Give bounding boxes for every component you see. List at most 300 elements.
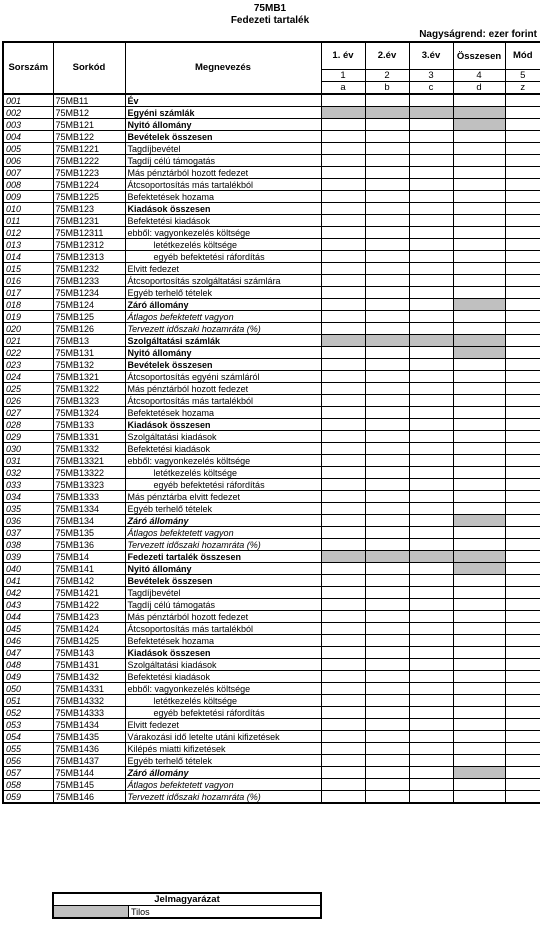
value-cell[interactable]	[505, 779, 540, 791]
value-cell[interactable]	[321, 539, 365, 551]
row-number: 024	[3, 371, 53, 383]
value-cell[interactable]	[321, 575, 365, 587]
value-cell[interactable]	[321, 455, 365, 467]
value-cell[interactable]	[321, 659, 365, 671]
value-cell[interactable]	[321, 479, 365, 491]
value-cell[interactable]	[409, 623, 453, 635]
value-cell[interactable]	[505, 551, 540, 563]
value-cell[interactable]	[365, 791, 409, 804]
value-cell[interactable]	[505, 587, 540, 599]
value-cell[interactable]	[453, 647, 505, 659]
value-cell[interactable]	[365, 671, 409, 683]
value-cell[interactable]	[453, 755, 505, 767]
value-cell[interactable]	[453, 659, 505, 671]
value-cell[interactable]	[453, 695, 505, 707]
value-cell[interactable]	[409, 587, 453, 599]
value-cell[interactable]	[365, 767, 409, 779]
value-cell[interactable]	[453, 587, 505, 599]
value-cell[interactable]	[453, 743, 505, 755]
value-cell[interactable]	[321, 395, 365, 407]
value-cell[interactable]	[321, 215, 365, 227]
value-cell[interactable]	[321, 311, 365, 323]
value-cell[interactable]	[453, 635, 505, 647]
value-cell[interactable]	[505, 755, 540, 767]
value-cell[interactable]	[505, 467, 540, 479]
value-cell[interactable]	[505, 347, 540, 359]
value-cell[interactable]	[453, 431, 505, 443]
value-cell[interactable]	[365, 647, 409, 659]
value-cell[interactable]	[453, 623, 505, 635]
value-cell[interactable]	[453, 131, 505, 143]
value-cell[interactable]	[409, 731, 453, 743]
value-cell[interactable]	[409, 395, 453, 407]
value-cell[interactable]	[409, 239, 453, 251]
value-cell[interactable]	[409, 299, 453, 311]
value-cell[interactable]	[453, 359, 505, 371]
value-cell[interactable]	[365, 395, 409, 407]
value-cell[interactable]	[409, 671, 453, 683]
value-cell[interactable]	[453, 455, 505, 467]
value-cell[interactable]	[365, 443, 409, 455]
value-cell[interactable]	[453, 395, 505, 407]
value-cell[interactable]	[453, 791, 505, 804]
value-cell[interactable]	[321, 779, 365, 791]
value-cell[interactable]	[505, 239, 540, 251]
value-cell[interactable]	[505, 179, 540, 191]
value-cell[interactable]	[505, 647, 540, 659]
value-cell[interactable]	[365, 503, 409, 515]
value-cell[interactable]	[409, 767, 453, 779]
value-cell[interactable]	[321, 671, 365, 683]
value-cell[interactable]	[453, 779, 505, 791]
row-code: 75MB121	[53, 119, 125, 131]
value-cell[interactable]	[505, 719, 540, 731]
row-code: 75MB141	[53, 563, 125, 575]
value-cell[interactable]	[409, 407, 453, 419]
value-cell[interactable]	[453, 443, 505, 455]
value-cell[interactable]	[409, 359, 453, 371]
value-cell[interactable]	[505, 131, 540, 143]
value-cell[interactable]	[365, 311, 409, 323]
value-cell	[409, 551, 453, 563]
value-cell[interactable]	[453, 599, 505, 611]
value-cell[interactable]	[453, 731, 505, 743]
value-cell[interactable]	[409, 347, 453, 359]
value-cell[interactable]	[409, 539, 453, 551]
value-cell[interactable]	[505, 275, 540, 287]
value-cell[interactable]	[505, 527, 540, 539]
value-cell[interactable]	[505, 419, 540, 431]
value-cell[interactable]	[321, 419, 365, 431]
value-cell[interactable]	[365, 275, 409, 287]
value-cell[interactable]	[321, 719, 365, 731]
value-cell[interactable]	[409, 635, 453, 647]
value-cell[interactable]	[453, 479, 505, 491]
value-cell[interactable]	[321, 587, 365, 599]
value-cell[interactable]	[321, 179, 365, 191]
value-cell[interactable]	[409, 263, 453, 275]
value-cell[interactable]	[321, 791, 365, 804]
value-cell[interactable]	[409, 455, 453, 467]
value-cell[interactable]	[453, 575, 505, 587]
value-cell[interactable]	[409, 695, 453, 707]
value-cell[interactable]	[409, 131, 453, 143]
value-cell[interactable]	[365, 131, 409, 143]
value-cell[interactable]	[365, 227, 409, 239]
value-cell[interactable]	[505, 155, 540, 167]
value-cell[interactable]	[321, 767, 365, 779]
value-cell[interactable]	[505, 251, 540, 263]
value-cell[interactable]	[365, 575, 409, 587]
value-cell[interactable]	[505, 431, 540, 443]
value-cell[interactable]	[365, 659, 409, 671]
value-cell[interactable]	[505, 383, 540, 395]
value-cell[interactable]	[453, 239, 505, 251]
value-cell[interactable]	[453, 503, 505, 515]
value-cell[interactable]	[321, 251, 365, 263]
row-name: Szolgáltatási számlák	[125, 335, 321, 347]
value-cell[interactable]	[365, 779, 409, 791]
value-cell[interactable]	[409, 179, 453, 191]
value-cell[interactable]	[365, 119, 409, 131]
table-row	[3, 515, 540, 527]
value-cell[interactable]	[409, 227, 453, 239]
value-cell[interactable]	[453, 143, 505, 155]
value-cell[interactable]	[365, 695, 409, 707]
value-cell[interactable]	[505, 395, 540, 407]
value-cell[interactable]	[505, 479, 540, 491]
value-cell[interactable]	[505, 635, 540, 647]
value-cell[interactable]	[505, 227, 540, 239]
value-cell[interactable]	[365, 527, 409, 539]
value-cell[interactable]	[365, 251, 409, 263]
value-cell[interactable]	[453, 527, 505, 539]
value-cell[interactable]	[365, 371, 409, 383]
value-cell[interactable]	[505, 359, 540, 371]
value-cell[interactable]	[453, 191, 505, 203]
value-cell[interactable]	[321, 143, 365, 155]
row-code: 75MB1232	[53, 263, 125, 275]
value-cell[interactable]	[321, 431, 365, 443]
value-cell[interactable]	[409, 467, 453, 479]
value-cell[interactable]	[453, 719, 505, 731]
table-row	[3, 563, 540, 575]
value-cell[interactable]	[505, 215, 540, 227]
value-cell[interactable]	[505, 143, 540, 155]
value-cell[interactable]	[505, 107, 540, 119]
value-cell[interactable]	[321, 443, 365, 455]
value-cell[interactable]	[365, 539, 409, 551]
value-cell[interactable]	[321, 707, 365, 719]
value-cell[interactable]	[321, 263, 365, 275]
value-cell[interactable]	[365, 179, 409, 191]
value-cell[interactable]	[365, 431, 409, 443]
row-code: 75MB1225	[53, 191, 125, 203]
value-cell[interactable]	[453, 263, 505, 275]
value-cell[interactable]	[321, 503, 365, 515]
row-number: 018	[3, 299, 53, 311]
value-cell[interactable]	[321, 491, 365, 503]
value-cell[interactable]	[453, 203, 505, 215]
value-cell[interactable]	[365, 167, 409, 179]
value-cell[interactable]	[409, 503, 453, 515]
value-cell[interactable]	[365, 407, 409, 419]
value-cell[interactable]	[365, 455, 409, 467]
value-cell[interactable]	[365, 731, 409, 743]
value-cell[interactable]	[409, 515, 453, 527]
value-cell[interactable]	[409, 94, 453, 107]
value-cell[interactable]	[453, 94, 505, 107]
value-cell[interactable]	[409, 383, 453, 395]
value-cell[interactable]	[409, 155, 453, 167]
value-cell[interactable]	[409, 779, 453, 791]
value-cell[interactable]	[409, 275, 453, 287]
value-cell[interactable]	[365, 94, 409, 107]
row-code: 75MB135	[53, 527, 125, 539]
value-cell[interactable]	[505, 767, 540, 779]
value-cell[interactable]	[321, 647, 365, 659]
value-cell[interactable]	[505, 287, 540, 299]
value-cell[interactable]	[365, 635, 409, 647]
value-cell[interactable]	[321, 731, 365, 743]
value-cell[interactable]	[321, 635, 365, 647]
value-cell[interactable]	[365, 143, 409, 155]
value-cell[interactable]	[365, 611, 409, 623]
value-cell[interactable]	[321, 623, 365, 635]
value-cell[interactable]	[505, 203, 540, 215]
value-cell[interactable]	[321, 527, 365, 539]
value-cell[interactable]	[365, 683, 409, 695]
value-cell[interactable]	[365, 239, 409, 251]
value-cell[interactable]	[505, 623, 540, 635]
value-cell[interactable]	[365, 383, 409, 395]
table-row	[3, 599, 540, 611]
value-cell[interactable]	[365, 599, 409, 611]
value-cell[interactable]	[365, 707, 409, 719]
value-cell[interactable]	[409, 575, 453, 587]
value-cell[interactable]	[365, 743, 409, 755]
value-cell[interactable]	[321, 515, 365, 527]
value-cell[interactable]	[365, 323, 409, 335]
value-cell[interactable]	[321, 359, 365, 371]
value-cell[interactable]	[453, 371, 505, 383]
value-cell[interactable]	[505, 503, 540, 515]
value-cell[interactable]	[409, 791, 453, 804]
value-cell[interactable]	[453, 419, 505, 431]
value-cell[interactable]	[409, 287, 453, 299]
table-row	[3, 395, 540, 407]
value-cell[interactable]	[321, 563, 365, 575]
value-cell[interactable]	[453, 167, 505, 179]
value-cell[interactable]	[365, 215, 409, 227]
value-cell[interactable]	[321, 371, 365, 383]
value-cell[interactable]	[409, 683, 453, 695]
value-cell[interactable]	[505, 731, 540, 743]
value-cell[interactable]	[365, 479, 409, 491]
value-cell[interactable]	[409, 119, 453, 131]
value-cell[interactable]	[409, 563, 453, 575]
value-cell[interactable]	[505, 671, 540, 683]
unit-label: Nagyságrend: ezer forint	[419, 29, 537, 40]
value-cell[interactable]	[453, 179, 505, 191]
row-name: Átlagos befektetett vagyon	[125, 527, 321, 539]
value-cell[interactable]	[365, 491, 409, 503]
value-cell[interactable]	[365, 287, 409, 299]
value-cell[interactable]	[505, 515, 540, 527]
value-cell[interactable]	[505, 323, 540, 335]
value-cell[interactable]	[409, 599, 453, 611]
value-cell[interactable]	[505, 407, 540, 419]
value-cell[interactable]	[505, 119, 540, 131]
value-cell[interactable]	[409, 371, 453, 383]
value-cell[interactable]	[505, 743, 540, 755]
value-cell[interactable]	[453, 683, 505, 695]
value-cell[interactable]	[409, 323, 453, 335]
value-cell[interactable]	[505, 455, 540, 467]
value-cell[interactable]	[365, 155, 409, 167]
value-cell[interactable]	[453, 407, 505, 419]
value-cell[interactable]	[365, 359, 409, 371]
value-cell[interactable]	[365, 467, 409, 479]
value-cell[interactable]	[453, 323, 505, 335]
value-cell[interactable]	[505, 659, 540, 671]
value-cell[interactable]	[505, 599, 540, 611]
value-cell[interactable]	[321, 755, 365, 767]
value-cell[interactable]	[505, 695, 540, 707]
value-cell[interactable]	[365, 563, 409, 575]
value-cell[interactable]	[409, 419, 453, 431]
value-cell	[453, 335, 505, 347]
value-cell[interactable]	[505, 299, 540, 311]
value-cell[interactable]	[505, 611, 540, 623]
value-cell[interactable]	[453, 491, 505, 503]
value-cell[interactable]	[453, 539, 505, 551]
value-cell[interactable]	[365, 587, 409, 599]
value-cell	[365, 107, 409, 119]
value-cell[interactable]	[409, 707, 453, 719]
value-cell[interactable]	[321, 203, 365, 215]
table-row	[3, 647, 540, 659]
table-row	[3, 767, 540, 779]
value-cell[interactable]	[321, 347, 365, 359]
value-cell[interactable]	[321, 467, 365, 479]
value-cell[interactable]	[321, 239, 365, 251]
value-cell[interactable]	[453, 707, 505, 719]
value-cell[interactable]	[505, 371, 540, 383]
value-cell[interactable]	[321, 131, 365, 143]
value-cell[interactable]	[409, 167, 453, 179]
value-cell[interactable]	[505, 94, 540, 107]
value-cell[interactable]	[453, 155, 505, 167]
table-row	[3, 179, 540, 191]
value-cell[interactable]	[321, 383, 365, 395]
value-cell[interactable]	[409, 191, 453, 203]
value-cell[interactable]	[505, 683, 540, 695]
value-cell[interactable]	[365, 419, 409, 431]
row-code: 75MB1434	[53, 719, 125, 731]
value-cell[interactable]	[409, 311, 453, 323]
value-cell[interactable]	[453, 383, 505, 395]
value-cell[interactable]	[321, 94, 365, 107]
value-cell[interactable]	[453, 311, 505, 323]
value-cell[interactable]	[365, 755, 409, 767]
value-cell[interactable]	[321, 599, 365, 611]
value-cell[interactable]	[321, 155, 365, 167]
value-cell[interactable]	[505, 335, 540, 347]
value-cell[interactable]	[505, 539, 540, 551]
value-cell[interactable]	[409, 431, 453, 443]
value-cell[interactable]	[505, 167, 540, 179]
value-cell[interactable]	[409, 659, 453, 671]
value-cell[interactable]	[453, 251, 505, 263]
value-cell[interactable]	[321, 695, 365, 707]
value-cell[interactable]	[409, 755, 453, 767]
value-cell[interactable]	[321, 275, 365, 287]
value-cell[interactable]	[321, 407, 365, 419]
value-cell[interactable]	[365, 299, 409, 311]
value-cell[interactable]	[321, 323, 365, 335]
value-cell[interactable]	[321, 683, 365, 695]
value-cell[interactable]	[505, 191, 540, 203]
value-cell[interactable]	[409, 611, 453, 623]
value-cell[interactable]	[321, 299, 365, 311]
row-name: ebből: vagyonkezelés költsége	[125, 455, 321, 467]
value-cell[interactable]	[321, 227, 365, 239]
value-cell[interactable]	[409, 479, 453, 491]
value-cell[interactable]	[365, 515, 409, 527]
table-row	[3, 659, 540, 671]
value-cell[interactable]	[409, 251, 453, 263]
value-cell[interactable]	[365, 719, 409, 731]
value-cell[interactable]	[505, 791, 540, 804]
value-cell[interactable]	[453, 275, 505, 287]
value-cell[interactable]	[409, 743, 453, 755]
value-cell[interactable]	[321, 191, 365, 203]
value-cell[interactable]	[505, 563, 540, 575]
value-cell[interactable]	[505, 707, 540, 719]
value-cell[interactable]	[453, 467, 505, 479]
value-cell[interactable]	[453, 671, 505, 683]
value-cell[interactable]	[453, 227, 505, 239]
value-cell[interactable]	[365, 263, 409, 275]
value-cell[interactable]	[505, 491, 540, 503]
value-cell[interactable]	[505, 443, 540, 455]
value-cell[interactable]	[321, 611, 365, 623]
value-cell[interactable]	[365, 191, 409, 203]
value-cell[interactable]	[505, 311, 540, 323]
value-cell[interactable]	[409, 527, 453, 539]
value-cell[interactable]	[453, 611, 505, 623]
value-cell[interactable]	[321, 743, 365, 755]
value-cell[interactable]	[409, 215, 453, 227]
value-cell[interactable]	[365, 347, 409, 359]
value-cell[interactable]	[505, 575, 540, 587]
value-cell[interactable]	[453, 287, 505, 299]
value-cell[interactable]	[409, 719, 453, 731]
value-cell[interactable]	[365, 623, 409, 635]
value-cell[interactable]	[409, 491, 453, 503]
value-cell[interactable]	[409, 647, 453, 659]
value-cell[interactable]	[505, 263, 540, 275]
value-cell[interactable]	[409, 203, 453, 215]
value-cell[interactable]	[321, 119, 365, 131]
value-cell[interactable]	[321, 167, 365, 179]
value-cell[interactable]	[409, 143, 453, 155]
value-cell[interactable]	[409, 443, 453, 455]
value-cell[interactable]	[321, 287, 365, 299]
value-cell[interactable]	[365, 203, 409, 215]
value-cell[interactable]	[453, 215, 505, 227]
